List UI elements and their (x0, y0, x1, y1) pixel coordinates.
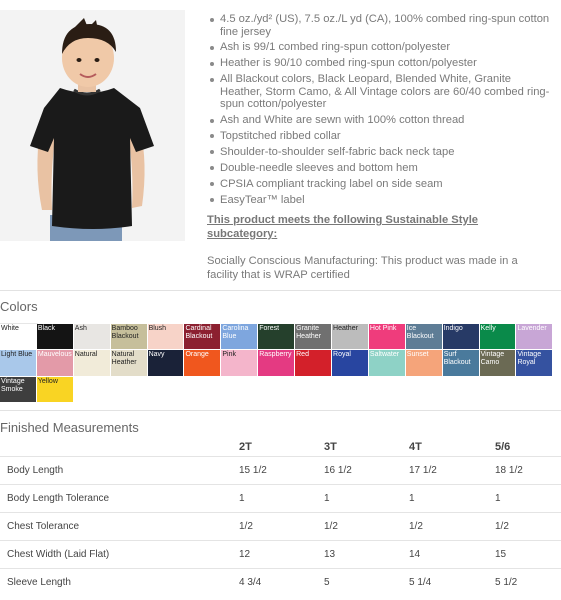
color-swatch-grid (0, 324, 561, 403)
feature-item: All Blackout colors, Black Leopard, Blended White, Granite Heather, Storm Camo, & All Vintage colors are 60/40 combed ring-spun cotton/polyester (207, 73, 552, 111)
color-swatch[interactable]: Saltwater (369, 350, 406, 376)
measurements-title: Finished Measurements (0, 420, 139, 435)
color-swatch[interactable]: Carolina Blue (221, 324, 258, 350)
color-swatch[interactable]: Yellow (37, 377, 74, 403)
sustainable-style-text: Socially Conscious Manufacturing: This product was made in a facility that is WRAP certified (207, 255, 518, 281)
feature-item: CPSIA compliant tracking label on side seam (207, 178, 552, 191)
feature-item: 4.5 oz./yd² (US), 7.5 oz./L yd (CA), 100% combed ring-spun cotton fine jersey (207, 13, 552, 38)
color-swatch[interactable]: Forest (258, 324, 295, 350)
color-swatch[interactable]: Natural Heather (111, 350, 148, 376)
cell-value: 1/2 (324, 513, 409, 541)
cell-value: 15 1/2 (232, 457, 324, 485)
cell-value: 1 (495, 485, 561, 513)
table-row (0, 569, 561, 597)
color-swatch[interactable]: Orange (184, 350, 221, 376)
color-swatch[interactable]: Granite Heather (295, 324, 332, 350)
color-swatch[interactable]: Navy (148, 350, 185, 376)
sustainable-style-heading: This product meets the following Sustainable Style subcategory: (207, 214, 479, 240)
color-swatch[interactable]: White (0, 324, 37, 350)
color-swatch[interactable]: Ash (74, 324, 111, 350)
cell-value: 1/2 (232, 513, 324, 541)
cell-value: 5 1/2 (495, 569, 561, 597)
feature-item: Shoulder-to-shoulder self-fabric back neck tape (207, 146, 552, 159)
cell-value: 4 3/4 (232, 569, 324, 597)
feature-item: Ash and White are sewn with 100% cotton thread (207, 114, 552, 127)
divider (0, 290, 561, 291)
feature-item: Double-needle sleeves and bottom hem (207, 162, 552, 175)
size-header: 3T (324, 440, 337, 453)
table-row (0, 513, 561, 541)
feature-item: EasyTear™ label (207, 194, 552, 207)
cell-value: 5 1/4 (409, 569, 495, 597)
cell-value: 15 (495, 541, 561, 569)
cell-value: 12 (232, 541, 324, 569)
color-swatch[interactable]: Light Blue (0, 350, 37, 376)
size-header: 2T (239, 440, 252, 453)
color-swatch[interactable]: Kelly (480, 324, 517, 350)
feature-item: Heather is 90/10 combed ring-spun cotton/polyester (207, 57, 552, 70)
color-swatch[interactable]: Mauvelous (37, 350, 74, 376)
color-swatch[interactable]: Hot Pink (369, 324, 406, 350)
cell-value: 5 (324, 569, 409, 597)
color-swatch[interactable]: Heather (332, 324, 369, 350)
size-header: 5/6 (495, 440, 511, 453)
color-swatch[interactable]: Indigo (443, 324, 480, 350)
table-row (0, 541, 561, 569)
header-spacer (0, 437, 232, 457)
row-label: Body Length (0, 457, 232, 485)
color-swatch[interactable]: Sunset (406, 350, 443, 376)
size-header: 4T (409, 440, 422, 453)
cell-value: 13 (324, 541, 409, 569)
cell-value: 1 (232, 485, 324, 513)
color-swatch[interactable]: Cardinal Blackout (184, 324, 221, 350)
table-row (0, 457, 561, 485)
feature-item: Topstitched ribbed collar (207, 130, 552, 143)
cell-value: 14 (409, 541, 495, 569)
color-swatch[interactable]: Ice Blackout (406, 324, 443, 350)
color-swatch[interactable]: Lavender (516, 324, 553, 350)
child-model-illustration (0, 10, 185, 241)
colors-title: Colors (0, 299, 38, 314)
row-label: Chest Tolerance (0, 513, 232, 541)
row-label: Chest Width (Laid Flat) (0, 541, 232, 569)
color-swatch[interactable]: Red (295, 350, 332, 376)
color-swatch[interactable]: Vintage Camo (480, 350, 517, 376)
cell-value: 1/2 (495, 513, 561, 541)
cell-value: 1 (324, 485, 409, 513)
table-row (0, 485, 561, 513)
color-swatch[interactable]: Vintage Smoke (0, 377, 37, 403)
color-swatch[interactable]: Blush (148, 324, 185, 350)
divider (0, 410, 561, 411)
cell-value: 1/2 (409, 513, 495, 541)
size-header-row (0, 437, 561, 457)
color-swatch[interactable]: Black (37, 324, 74, 350)
cell-value: 17 1/2 (409, 457, 495, 485)
color-swatch[interactable]: Natural (74, 350, 111, 376)
color-swatch[interactable]: Surf Blackout (443, 350, 480, 376)
cell-value: 1 (409, 485, 495, 513)
measurements-table (0, 437, 561, 596)
feature-list (207, 13, 552, 209)
feature-item: Ash is 99/1 combed ring-spun cotton/polyester (207, 41, 552, 54)
cell-value: 16 1/2 (324, 457, 409, 485)
color-swatch[interactable]: Royal (332, 350, 369, 376)
row-label: Body Length Tolerance (0, 485, 232, 513)
color-swatch[interactable]: Bamboo Blackout (111, 324, 148, 350)
row-label: Sleeve Length (0, 569, 232, 597)
color-swatch[interactable]: Vintage Royal (516, 350, 553, 376)
color-swatch[interactable]: Raspberry (258, 350, 295, 376)
color-swatch[interactable]: Pink (221, 350, 258, 376)
product-photo (0, 10, 185, 241)
cell-value: 18 1/2 (495, 457, 561, 485)
